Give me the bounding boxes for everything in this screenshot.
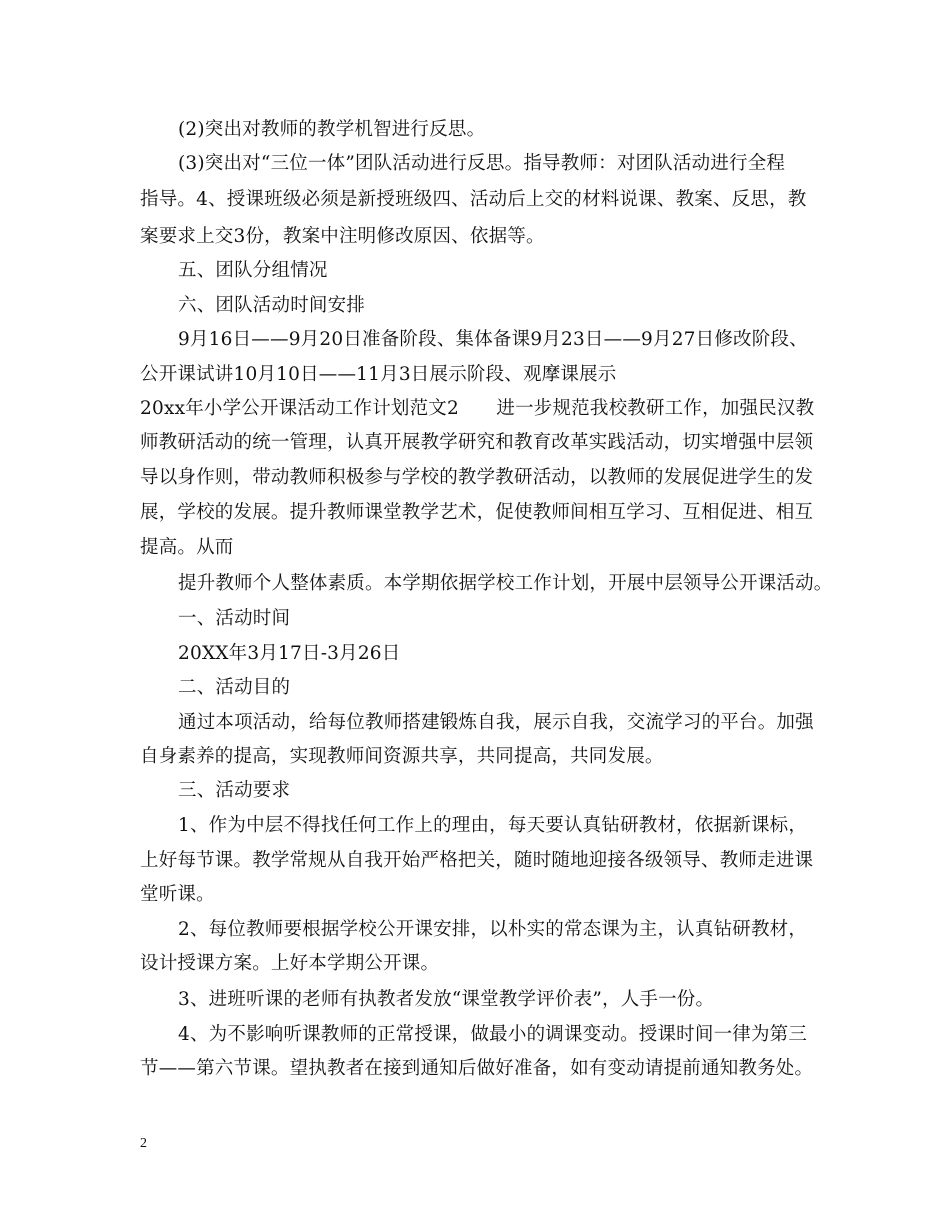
text-line: (3)突出对“三位一体”团队活动进行反思。指导教师：对团队活动进行全程 bbox=[178, 153, 786, 174]
text-line: 堂听课。 bbox=[140, 884, 215, 905]
text-line: 上好每节课。教学常规从自我开始严格把关，随时随地迎接各级领导、教师走进课 bbox=[140, 850, 814, 871]
section-heading: 五、团队分组情况 bbox=[178, 260, 328, 281]
text-line: 导以身作则，带动教师积极参与学校的教学教研活动，以教师的发展促进学生的发 bbox=[140, 467, 814, 488]
section-heading: 六、团队活动时间安排 bbox=[178, 295, 366, 316]
text-line: 提高。从而 bbox=[140, 537, 234, 558]
text-line: 指导。4、授课班级必须是新授班级四、活动后上交的材料说课、教案、反思，教 bbox=[140, 189, 807, 210]
text-line: 4、为不影响听课教师的正常授课，做最小的调课变动。授课时间一律为第三 bbox=[178, 1024, 808, 1045]
text-line: 3、进班听课的老师有执教者发放“课堂教学评价表”，人手一份。 bbox=[178, 989, 715, 1010]
section-heading: 二、活动目的 bbox=[178, 677, 291, 698]
text-line: 节——第六节课。望执教者在接到通知后做好准备，如有变动请提前通知教务处。 bbox=[140, 1058, 814, 1079]
text-line: 展，学校的发展。提升教师课堂教学艺术，促使教师间相互学习、互相促进、相互 bbox=[140, 502, 814, 523]
section-heading: 一、活动时间 bbox=[178, 608, 291, 629]
text-line: 提升教师个人整体素质。本学期依据学校工作计划，开展中层领导公开课活动。 bbox=[178, 573, 833, 594]
text-line: 20xx年小学公开课活动工作计划范文2 进一步规范我校教研工作，加强民汉教 bbox=[140, 398, 815, 419]
section-heading: 三、活动要求 bbox=[178, 780, 291, 801]
page-number: 2 bbox=[140, 1136, 147, 1151]
text-line: 师教研活动的统一管理，认真开展教学研究和教育改革实践活动，切实增强中层领 bbox=[140, 432, 814, 453]
text-line: 1、作为中层不得找任何工作上的理由，每天要认真钻研教材，依据新课标， bbox=[178, 815, 808, 836]
text-line: (2)突出对教师的教学机智进行反思。 bbox=[178, 119, 486, 140]
text-line: 公开课试讲10月10日——11月3日展示阶段、观摩课展示 bbox=[140, 364, 617, 385]
text-line: 20XX年3月17日-3月26日 bbox=[178, 643, 401, 664]
text-line: 设计授课方案。上好本学期公开课。 bbox=[140, 953, 440, 974]
text-line: 2、每位教师要根据学校公开课安排，以朴实的常态课为主，认真钻研教材， bbox=[178, 919, 808, 940]
text-line: 9月16日——9月20日准备阶段、集体备课9月23日——9月27日修改阶段、 bbox=[178, 329, 808, 350]
text-line: 案要求上交3份，教案中注明修改原因、依据等。 bbox=[140, 226, 545, 247]
text-line: 自身素养的提高，实现教师间资源共享，共同提高，共同发展。 bbox=[140, 746, 664, 767]
text-line: 通过本项活动，给每位教师搭建锻炼自我，展示自我，交流学习的平台。加强 bbox=[178, 712, 814, 733]
